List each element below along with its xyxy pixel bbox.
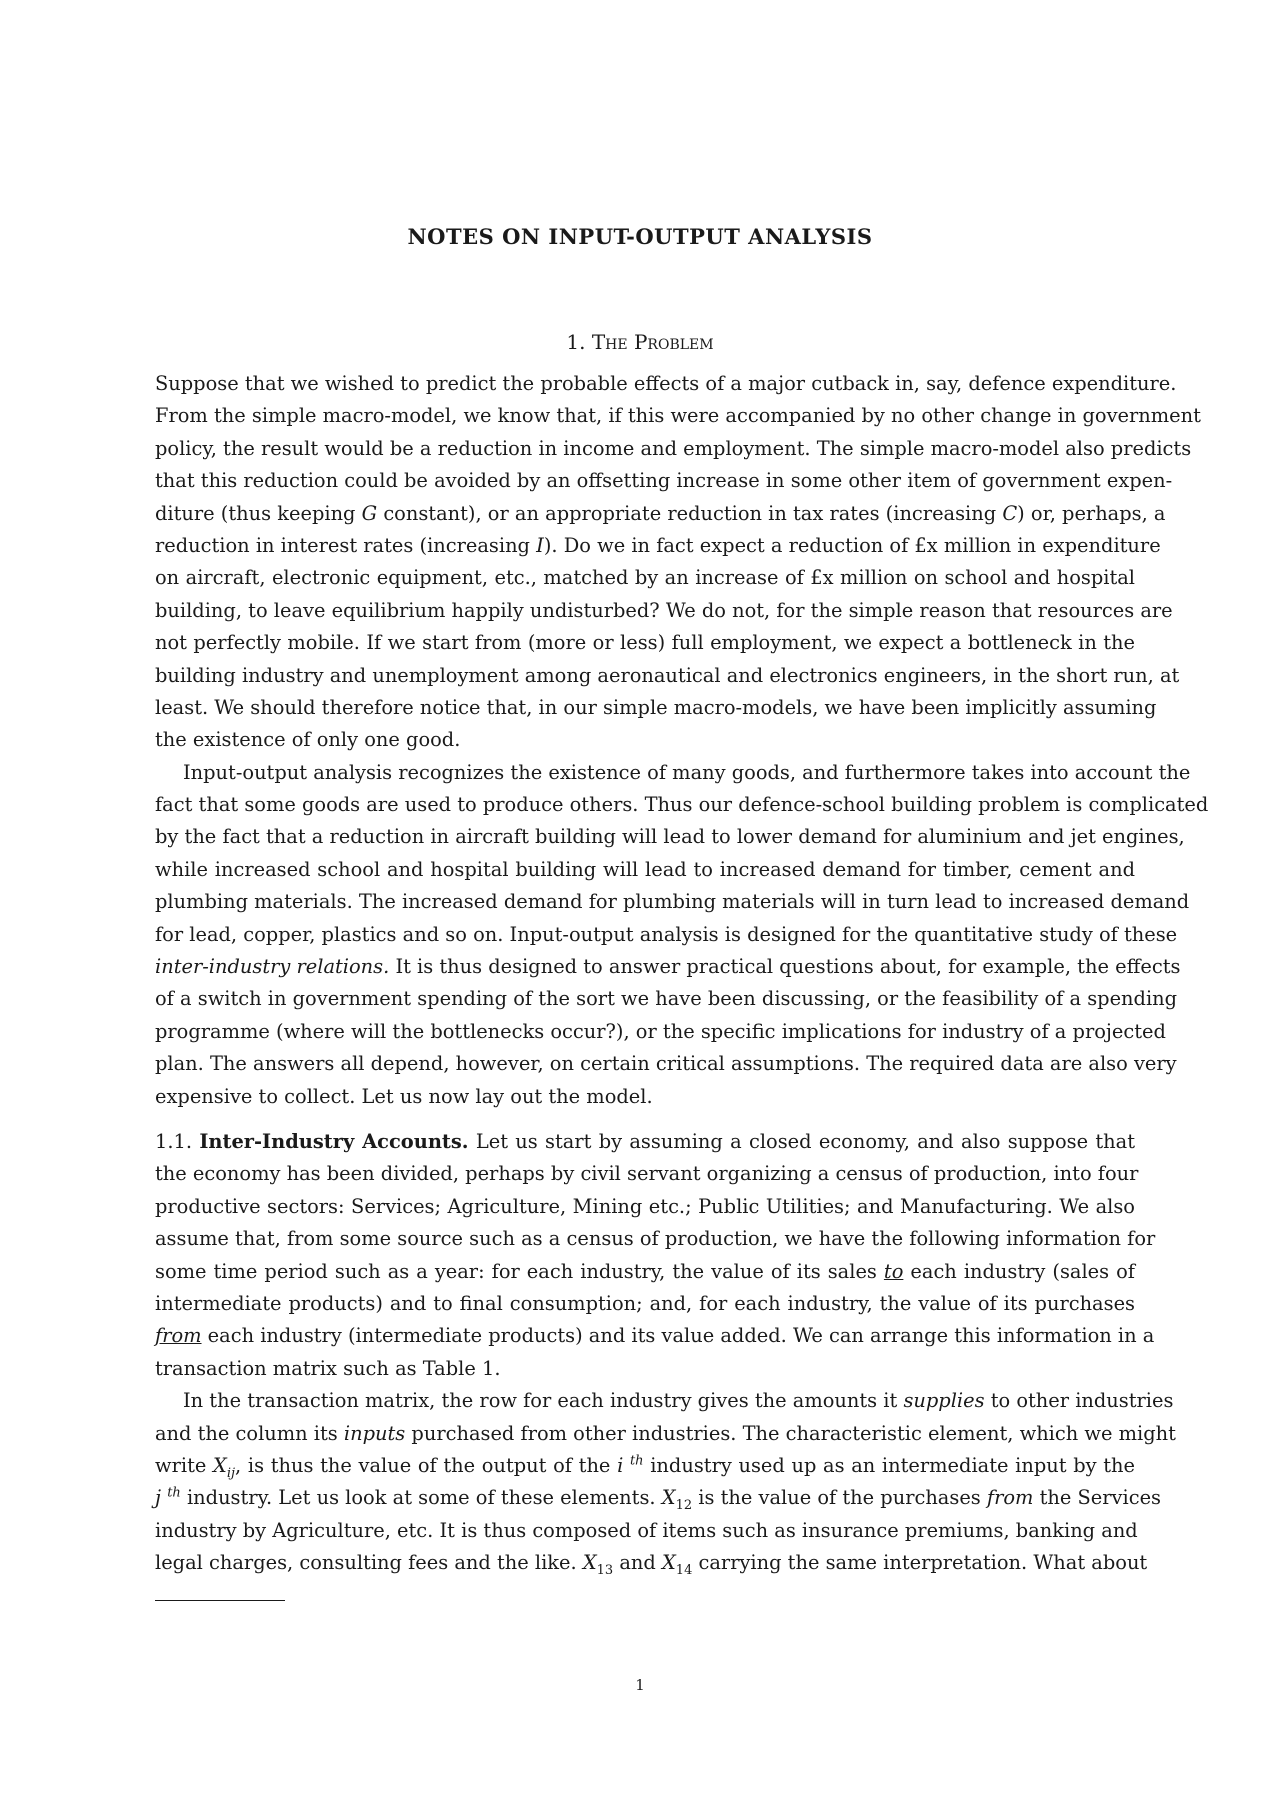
text-line: the economy has been divided, perhaps by civil servant organizing a census of production, into four — [155, 1162, 1139, 1186]
text-line: not perfectly mobile. If we start from (more or less) full employment, we expect a bottleneck in the — [155, 631, 1135, 655]
text-line: industry by Agriculture, etc. It is thus composed of items such as insurance premiums, banking and — [155, 1518, 1138, 1542]
text-line: policy, the result would be a reduction in income and employment. The simple macro-model also predicts — [155, 436, 1192, 460]
math-symbol: C — [1002, 501, 1018, 525]
text-line: by the fact that a reduction in aircraft building will lead to lower demand for aluminium and jet engines, — [155, 825, 1185, 849]
emphasis-text: to — [883, 1259, 904, 1283]
text-line: least. We should therefore notice that, in our simple macro-models, we have been implicitly assuming — [155, 695, 1157, 719]
text-line: plumbing materials. The increased demand for plumbing materials will in turn lead to increased demand — [155, 890, 1190, 914]
subsection-title: Inter-Industry Accounts. — [199, 1129, 469, 1153]
page-number: 1 — [635, 1676, 645, 1694]
text-line: 1.1. Inter-Industry Accounts. Let us start by assuming a closed economy, and also suppose that — [155, 1129, 1135, 1153]
text-line: while increased school and hospital building will lead to increased demand for timber, cement and — [155, 857, 1135, 881]
text-line: In the transaction matrix, the row for each industry gives the amounts it supplies to other industries — [183, 1389, 1174, 1413]
text-line: intermediate products) and to final consumption; and, for each industry, the value of its purchases — [155, 1291, 1135, 1315]
text-line: plan. The answers all depend, however, on certain critical assumptions. The required data are also very — [155, 1052, 1177, 1076]
section-title: The Problem — [591, 330, 714, 354]
emphasis-text: from — [155, 1324, 202, 1348]
text-line: from each industry (intermediate products) and its value added. We can arrange this information in a — [155, 1324, 1155, 1348]
text-line: reduction in interest rates (increasing I). Do we in fact expect a reduction of £x million in expenditure — [155, 533, 1161, 557]
text-line: diture (thus keeping G constant), or an appropriate reduction in tax rates (increasing C) or, perhaps, a — [155, 501, 1166, 525]
emphasis-text: supplies — [903, 1389, 985, 1413]
emphasis-text: inter-industry relations. — [155, 955, 390, 979]
text-line: From the simple macro-model, we know that, if this were accompanied by no other change in government — [155, 404, 1201, 428]
math-symbol: G — [361, 501, 378, 525]
text-line: building, to leave equilibrium happily undisturbed? We do not, for the simple reason that resources are — [155, 598, 1173, 622]
text-line: the existence of only one good. — [155, 728, 461, 752]
emphasis-text: from — [986, 1486, 1034, 1510]
text-line: legal charges, consulting fees and the like. $X_{13}$ and $X_{14}$ carrying the same interpretation. What about — [155, 1551, 1148, 1578]
math-symbol: i — [617, 1453, 624, 1477]
emphasis-text: inputs — [343, 1421, 406, 1445]
section-heading — [0, 330, 1280, 354]
document-body — [155, 368, 1209, 1579]
math-symbol: X — [661, 1551, 676, 1575]
text-line: that this reduction could be avoided by an offsetting increase in some other item of government expen- — [155, 469, 1173, 493]
text-line: inter-industry relations. It is thus designed to answer practical questions about, for example, the effects — [155, 955, 1181, 979]
math-symbol: X — [661, 1486, 676, 1510]
text-line: Input-output analysis recognizes the existence of many goods, and furthermore takes into account the — [183, 760, 1191, 784]
paragraph-inter-industry-accounts — [155, 1126, 1156, 1385]
text-line: on aircraft, electronic equipment, etc., matched by an increase of £x million on school and hospital — [155, 566, 1135, 590]
text-line: fact that some goods are used to produce others. Thus our defence-school building problem is complicated — [155, 793, 1209, 817]
math-symbol: I — [536, 533, 544, 557]
text-line: write $X_{ij}$, is thus the value of the output of the i $^{th}$ industry used up as an intermediate input by the — [155, 1453, 1135, 1481]
text-line: assume that, from some source such as a census of production, we have the following information for — [155, 1227, 1156, 1251]
text-line: and the column its inputs purchased from other industries. The characteristic element, which we might — [155, 1421, 1176, 1445]
math-symbol: X — [582, 1551, 597, 1575]
text-line: j $^{th}$ industry. Let us look at some of these elements. $X_{12}$ is the value of the purchases from the Services — [155, 1485, 1161, 1514]
text-line: productive sectors: Services; Agriculture, Mining etc.; Public Utilities; and Manufacturing. We also — [155, 1194, 1135, 1218]
paragraph-problem — [155, 368, 1201, 757]
text-line: Suppose that we wished to predict the probable effects of a major cutback in, say, defence expenditure. — [155, 372, 1177, 395]
text-line: for lead, copper, plastics and so on. Input-output analysis is designed for the quantitative study of these — [155, 922, 1178, 946]
text-line: some time period such as a year: for each industry, the value of its sales to each industry (sales of — [155, 1259, 1135, 1283]
section-number: 1. — [566, 330, 586, 354]
math-symbol: j — [155, 1486, 162, 1510]
page-title: NOTES ON INPUT-OUTPUT ANALYSIS — [407, 224, 873, 249]
subsection-number: 1.1. — [155, 1129, 193, 1153]
text-line: of a switch in government spending of the sort we have been discussing, or the feasibility of a spending — [155, 987, 1178, 1011]
table-reference-link[interactable]: 1 — [481, 1356, 495, 1380]
text-line: programme (where will the bottlenecks occur?), or the specific implications for industry of a projected — [155, 1019, 1166, 1043]
text-line: expensive to collect. Let us now lay out the model. — [155, 1084, 653, 1108]
text-line: building industry and unemployment among aeronautical and electronics engineers, in the short run, at — [155, 663, 1180, 687]
text-line: transaction matrix such as Table 1. — [155, 1356, 501, 1380]
footnote-rule — [155, 1600, 285, 1601]
paragraph-transaction-matrix — [155, 1385, 1176, 1579]
paragraph-input-output — [155, 757, 1209, 1113]
math-symbol: X — [213, 1453, 227, 1477]
